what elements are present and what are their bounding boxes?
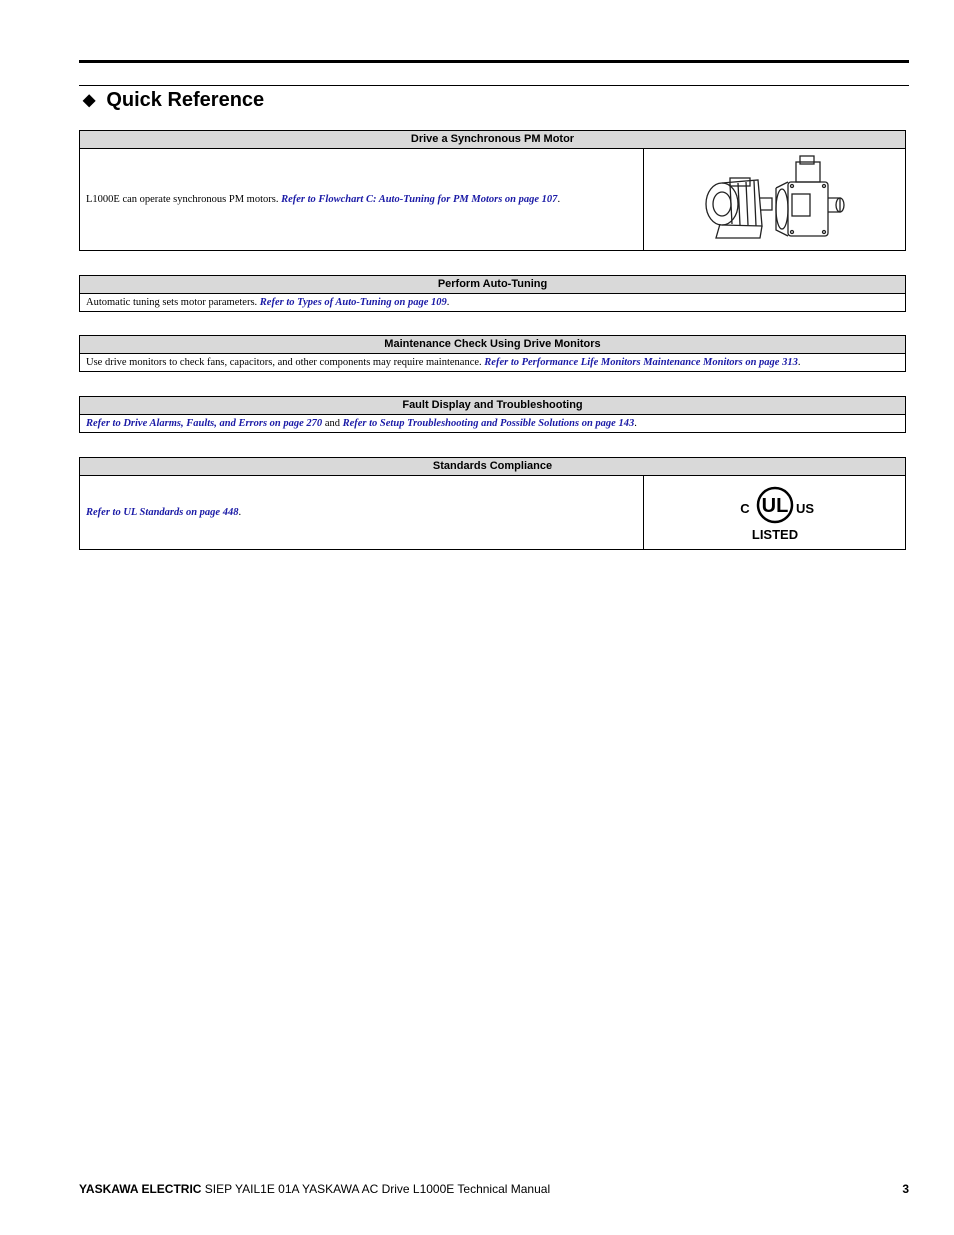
page-number: 3	[902, 1182, 909, 1196]
section-heading	[80, 86, 264, 114]
fault-text-cell: Refer to Drive Alarms, Faults, and Errors on page 270 and Refer to Setup Troubleshooting and Possible Solutions on page 143.	[86, 418, 637, 429]
autotune-link[interactable]: Refer to Types of Auto-Tuning on page 109	[259, 297, 447, 308]
ul-listed-logo-icon	[735, 481, 815, 545]
diamond-icon: ◆	[83, 92, 96, 109]
maintenance-link[interactable]: Refer to Performance Life Monitors Maintenance Monitors on page 313	[484, 357, 798, 368]
ul-mark-text: UL	[761, 494, 788, 517]
pm-motor-illustration-icon	[700, 154, 850, 246]
pm-motor-text-cell: L1000E can operate synchronous PM motors. Refer to Flowchart C: Auto-Tuning for PM Motors on page 107.	[80, 149, 644, 250]
pm-motor-link[interactable]: Refer to Flowchart C: Auto-Tuning for PM Motors on page 107	[281, 194, 558, 205]
autotune-table	[79, 275, 906, 312]
top-rule	[79, 60, 909, 63]
page-footer	[79, 1182, 909, 1196]
page-title: Quick Reference	[106, 88, 265, 111]
standards-header: Standards Compliance	[80, 458, 905, 476]
autotune-text-cell: Automatic tuning sets motor parameters. Refer to Types of Auto-Tuning on page 109.	[86, 297, 450, 308]
pm-motor-table	[79, 130, 906, 251]
standards-table	[79, 457, 906, 550]
fault-header: Fault Display and Troubleshooting	[80, 397, 905, 415]
maintenance-text-cell: Use drive monitors to check fans, capacitors, and other components may require maintenance. Refer to Performance Life Monitors Maintenance Monitors on page 313.	[86, 357, 801, 368]
ul-c-text: C	[739, 500, 750, 516]
ul-standards-link[interactable]: Refer to UL Standards on page 448	[86, 507, 239, 518]
maintenance-header: Maintenance Check Using Drive Monitors	[80, 336, 905, 354]
fault-setup-link[interactable]: Refer to Setup Troubleshooting and Possible Solutions on page 143	[342, 418, 635, 429]
autotune-header: Perform Auto-Tuning	[80, 276, 905, 294]
pm-motor-image-cell	[644, 149, 905, 250]
ul-listed-text: LISTED	[751, 526, 798, 542]
footer-manual-title: YASKAWA ELECTRIC SIEP YAIL1E 01A YASKAWA AC Drive L1000E Technical Manual	[79, 1182, 551, 1196]
ul-us-text: US	[795, 500, 814, 516]
fault-table	[79, 396, 906, 433]
maintenance-table	[79, 335, 906, 372]
pm-motor-header: Drive a Synchronous PM Motor	[80, 131, 905, 149]
standards-image-cell	[644, 476, 905, 549]
standards-text-cell: Refer to UL Standards on page 448.	[80, 476, 644, 549]
fault-alarms-link[interactable]: Refer to Drive Alarms, Faults, and Errors on page 270	[86, 418, 323, 429]
